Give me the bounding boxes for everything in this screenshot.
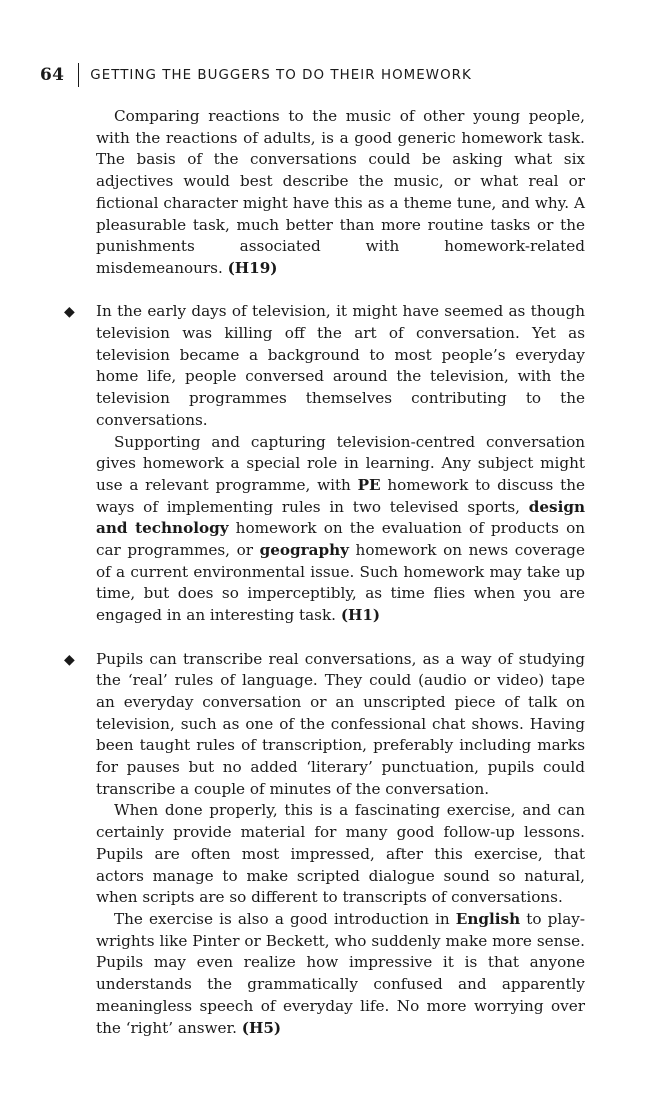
reference-code: (H1) — [340, 606, 381, 625]
subject-term: PE — [357, 475, 381, 494]
header-divider — [78, 63, 79, 87]
subject-term: geography — [259, 541, 349, 560]
reference-code: (H19) — [227, 258, 278, 277]
paragraph — [96, 909, 585, 1039]
subject-term: design and technology — [96, 497, 585, 538]
paragraph — [96, 432, 585, 627]
paragraph-text: to playwrights like Pinter or Beckett, who suddenly make more sense. Pupils may even realize how impressive it is that anyone understands the grammatically confused and apparently meaningless speech of everyday life. No more worrying over the ‘right’ answer. — [96, 909, 585, 1037]
diamond-bullet-icon: ◆ — [64, 304, 75, 321]
running-head: GETTING THE BUGGERS TO DO THEIR HOMEWORK — [90, 67, 472, 83]
section-television — [62, 301, 585, 627]
section-transcription — [62, 649, 585, 1040]
page-number: 64 — [40, 65, 65, 85]
paragraph — [96, 106, 585, 280]
paragraph: When done properly, this is a fascinating exercise, and can certainly provide material for many good follow-up lessons. Pupils are often most impressed, after this exercise, that actors manage to make scripted dialogue sound so natural, when scripts are so different to transcripts of conversations. — [96, 801, 585, 907]
paragraph-text: Supporting and capturing television-centred conversation gives homework a special role in learning. Any subject might use a relevant programme, with — [96, 432, 585, 494]
subject-term: English — [455, 909, 521, 928]
page-body — [62, 106, 585, 1039]
paragraph-text: homework to discuss the ways of implementing rules in two televised sports, — [96, 475, 585, 516]
paragraph-text: Comparing reactions to the music of other young people, with the reactions of adults, is a good generic homework task. The basis of the conversations could be asking what six adjectives would best describe the music, or what real or fictional character might have this as a theme tune, and why. A pleasurable task, much better than more routine tasks or the punishments associated with homework-related misdemeanours. — [96, 107, 585, 277]
paragraph-text: The exercise is also a good introduction in — [114, 909, 456, 928]
page-header — [40, 62, 472, 88]
paragraph-text: homework on news coverage of a current environmental issue. Such homework may take up time, but does so imperceptibly, as time flies when you are engaged in an interesting task. — [96, 541, 585, 625]
diamond-bullet-icon: ◆ — [64, 651, 75, 668]
reference-code: (H5) — [241, 1018, 282, 1037]
paragraph: Pupils can transcribe real conversations, as a way of studying the ‘real’ rules of language. They could (audio or video) tape an everyday conversation or an unscripted piece of talk on television, such as one of the confessional chat shows. Having been taught rules of transcription, preferably including marks for pauses but no added ‘literary’ punctuation, pupils could transcribe a couple of minutes of the conversation. — [96, 649, 585, 798]
paragraph-text: homework on the evaluation of products on car programmes, or — [96, 519, 585, 560]
section-music — [62, 106, 585, 280]
paragraph: In the early days of television, it might have seemed as though television was killing off the art of conversation. Yet as television became a background to most people’s everyday home life, people conversed around the television, with the television programmes themselves contributing to the conversations. — [96, 302, 585, 429]
